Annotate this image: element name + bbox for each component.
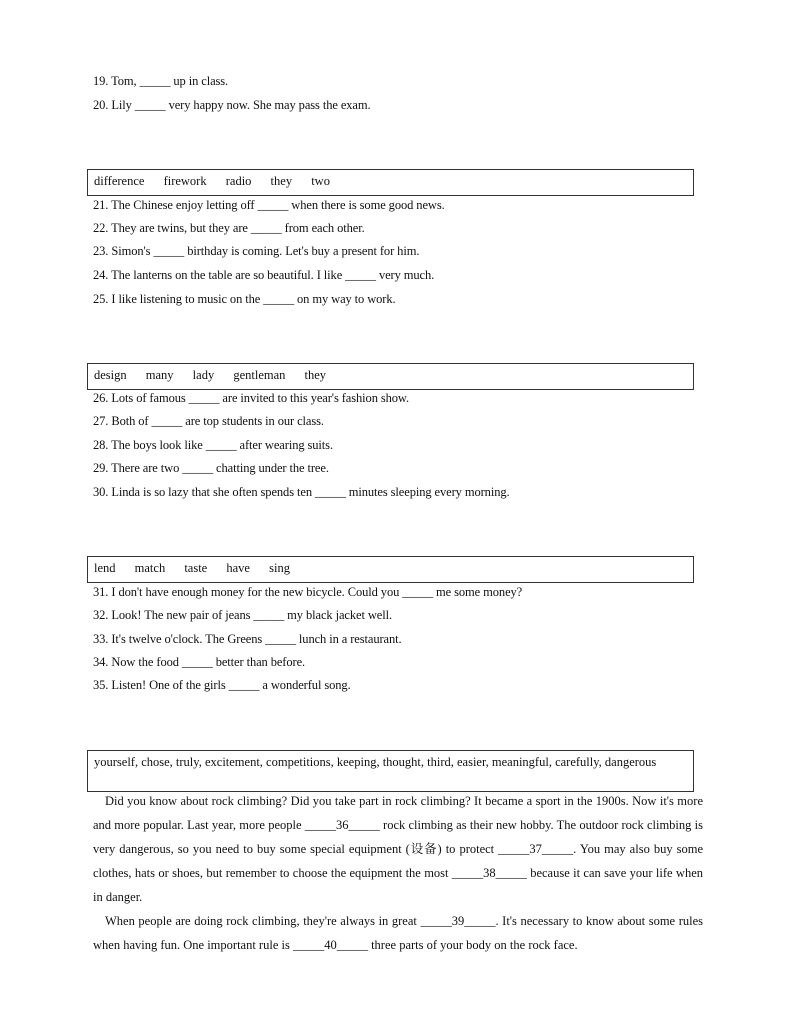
question-19: 19. Tom, _____ up in class. [93, 74, 229, 88]
question-31: 31. I don't have enough money for the new bicycle. Could you _____ me some money? [93, 585, 523, 599]
question-24: 24. The lanterns on the table are so beautiful. I like _____ very much. [93, 268, 435, 282]
word-box-c [87, 363, 694, 390]
word-bank-item: many [145, 368, 174, 382]
word-bank-item: lady [192, 368, 215, 382]
word-box-e: yourself, chose, truly, excitement, competitions, keeping, thought, third, easier, meaningful, carefully, dangerous [87, 750, 694, 792]
question-20: 20. Lily _____ very happy now. She may pass the exam. [93, 98, 371, 112]
word-bank-item: radio [225, 174, 252, 188]
word-box-d [87, 556, 694, 583]
question-26: 26. Lots of famous _____ are invited to this year's fashion show. [93, 391, 410, 405]
question-34: 34. Now the food _____ better than before. [93, 655, 306, 669]
word-bank-item: they [304, 368, 327, 382]
word-bank-item: two [311, 174, 330, 188]
reading-passage [93, 789, 703, 957]
question-29: 29. There are two _____ chatting under the tree. [93, 461, 329, 475]
question-27: 27. Both of _____ are top students in our class. [93, 414, 324, 428]
word-bank-item: lend [94, 561, 116, 575]
word-bank-item: design [94, 368, 127, 382]
question-21: 21. The Chinese enjoy letting off _____ when there is some good news. [93, 198, 445, 212]
passage-paragraph-1: Did you know about rock climbing? Did you take part in rock climbing? It became a sport in the 1900s. Now it's more and more popular. Last year, more people _____36_____ rock climbing as their new hobby. The outdoor rock climbing is very dangerous, so you need to buy some special equipment (设备) to protect _____37_____. You may also buy some clothes, hats or shoes, but remember to choose the equipment the most _____38_____ because it can save your life when in danger. [93, 794, 703, 904]
word-bank-item: taste [184, 561, 208, 575]
question-30: 30. Linda is so lazy that she often spends ten _____ minutes sleeping every morning. [93, 485, 510, 499]
question-35: 35. Listen! One of the girls _____ a wonderful song. [93, 678, 351, 692]
word-bank-item: match [134, 561, 166, 575]
word-bank-item: difference [94, 174, 145, 188]
word-box-b [87, 169, 694, 196]
question-28: 28. The boys look like _____ after wearing suits. [93, 438, 333, 452]
word-bank-item: firework [163, 174, 207, 188]
question-33: 33. It's twelve o'clock. The Greens _____ lunch in a restaurant. [93, 632, 402, 646]
word-bank-item: have [226, 561, 250, 575]
question-23: 23. Simon's _____ birthday is coming. Let's buy a present for him. [93, 244, 420, 258]
question-25: 25. I like listening to music on the _____ on my way to work. [93, 292, 396, 306]
word-bank-item: sing [269, 561, 290, 575]
question-22: 22. They are twins, but they are _____ from each other. [93, 221, 365, 235]
word-bank-item: they [270, 174, 293, 188]
passage-paragraph-2: When people are doing rock climbing, they're always in great _____39_____. It's necessary to know about some rules when having fun. One important rule is _____40_____ three parts of your body on the rock face. [93, 914, 703, 952]
question-32: 32. Look! The new pair of jeans _____ my black jacket well. [93, 608, 392, 622]
word-bank-item: gentleman [233, 368, 286, 382]
